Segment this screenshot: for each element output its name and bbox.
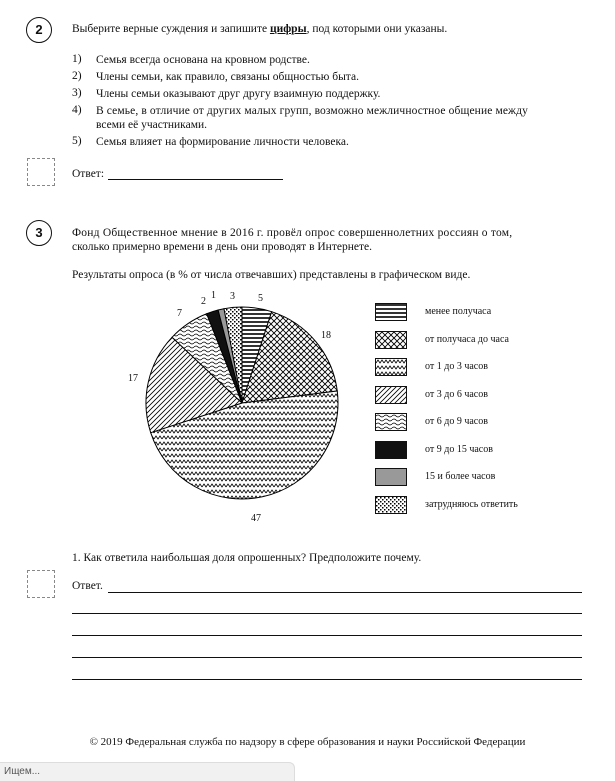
option-number: 2): [72, 70, 82, 82]
prompt-bold-word: цифры: [269, 23, 307, 35]
legend-label: от 6 до 9 часов: [425, 416, 488, 427]
answer-label-3: Ответ.: [72, 580, 103, 592]
legend-label: 15 и более часов: [425, 471, 496, 482]
question-3-intro-line1: Фонд Общественное мнение в 2016 г. провёл опрос совершеннолетних россиян о том,: [72, 227, 513, 239]
pct-label-less-half-hour: 5: [258, 293, 263, 304]
browser-search-tab[interactable]: [0, 762, 295, 781]
option-number: 3): [72, 87, 82, 99]
legend-label: от 9 до 15 часов: [425, 444, 493, 455]
subquestion-1: 1. Как ответила наибольшая доля опрошенных? Предположите почему.: [72, 552, 422, 564]
answer-line[interactable]: [72, 635, 582, 636]
legend-swatch-9-to-15: [375, 441, 407, 459]
pct-label-half-to-hour: 18: [321, 330, 331, 341]
legend-label: менее получаса: [425, 306, 492, 317]
footer-copyright: © 2019 Федеральная служба по надзору в сфере образования и науки Российской Федерации: [89, 736, 526, 748]
question-3-intro-line2: сколько примерно времени в день они проводят в Интернете.: [72, 241, 372, 253]
pct-label-6-to-9: 7: [177, 308, 182, 319]
option-text: Члены семьи оказывают друг другу взаимную поддержку.: [96, 88, 381, 100]
tab-text: Ищем...: [4, 766, 41, 777]
legend-swatch-less-half-hour: [375, 303, 407, 321]
pct-label-3-to-6: 17: [128, 373, 138, 384]
option-text: Члены семьи, как правило, связаны общностью быта.: [96, 71, 359, 83]
legend-label: от 3 до 6 часов: [425, 389, 488, 400]
legend-swatch-1-to-3: [375, 358, 407, 376]
option-number: 1): [72, 53, 82, 65]
prompt-start: Выберите верные суждения и запишите: [72, 23, 270, 35]
legend-label: от 1 до 3 часов: [425, 361, 488, 372]
answer-box-2[interactable]: [27, 158, 55, 186]
question-2-prompt: [72, 22, 447, 36]
option-text-continued: всеми её участниками.: [96, 119, 208, 131]
legend-label: затрудняюсь ответить: [425, 499, 518, 510]
prompt-end: , под которыми они указаны.: [306, 23, 448, 35]
question-2-number: 2: [26, 17, 52, 43]
answer-label-2: Ответ:: [72, 168, 105, 180]
answer-line[interactable]: [72, 613, 582, 614]
option-number: 4): [72, 104, 82, 116]
answer-line[interactable]: [72, 657, 582, 658]
question-3-number: 3: [26, 220, 52, 246]
pct-label-9-to-15: 2: [201, 296, 206, 307]
pie-chart: [130, 285, 355, 525]
option-text: В семье, в отличие от других малых групп, возможно межличностное общение между: [96, 105, 528, 117]
pct-label-15-plus: 1: [211, 290, 216, 301]
option-text: Семья всегда основана на кровном родстве.: [96, 54, 310, 66]
legend-label: от получаса до часа: [425, 334, 509, 345]
legend-swatch-half-to-hour: [375, 331, 407, 349]
legend-swatch-6-to-9: [375, 413, 407, 431]
results-text: Результаты опроса (в % от числа отвечавших) представлены в графическом виде.: [72, 269, 471, 281]
option-number: 5): [72, 135, 82, 147]
pct-label-1-to-3: 47: [251, 513, 261, 524]
answer-line[interactable]: [108, 592, 582, 593]
answer-box-3[interactable]: [27, 570, 55, 598]
option-text: Семья влияет на формирование личности человека.: [96, 136, 349, 148]
pct-label-undecided: 3: [230, 291, 235, 302]
legend-swatch-3-to-6: [375, 386, 407, 404]
answer-line[interactable]: [72, 679, 582, 680]
legend-swatch-15-plus: [375, 468, 407, 486]
legend-swatch-undecided: [375, 496, 407, 514]
answer-line-2[interactable]: [108, 179, 283, 180]
